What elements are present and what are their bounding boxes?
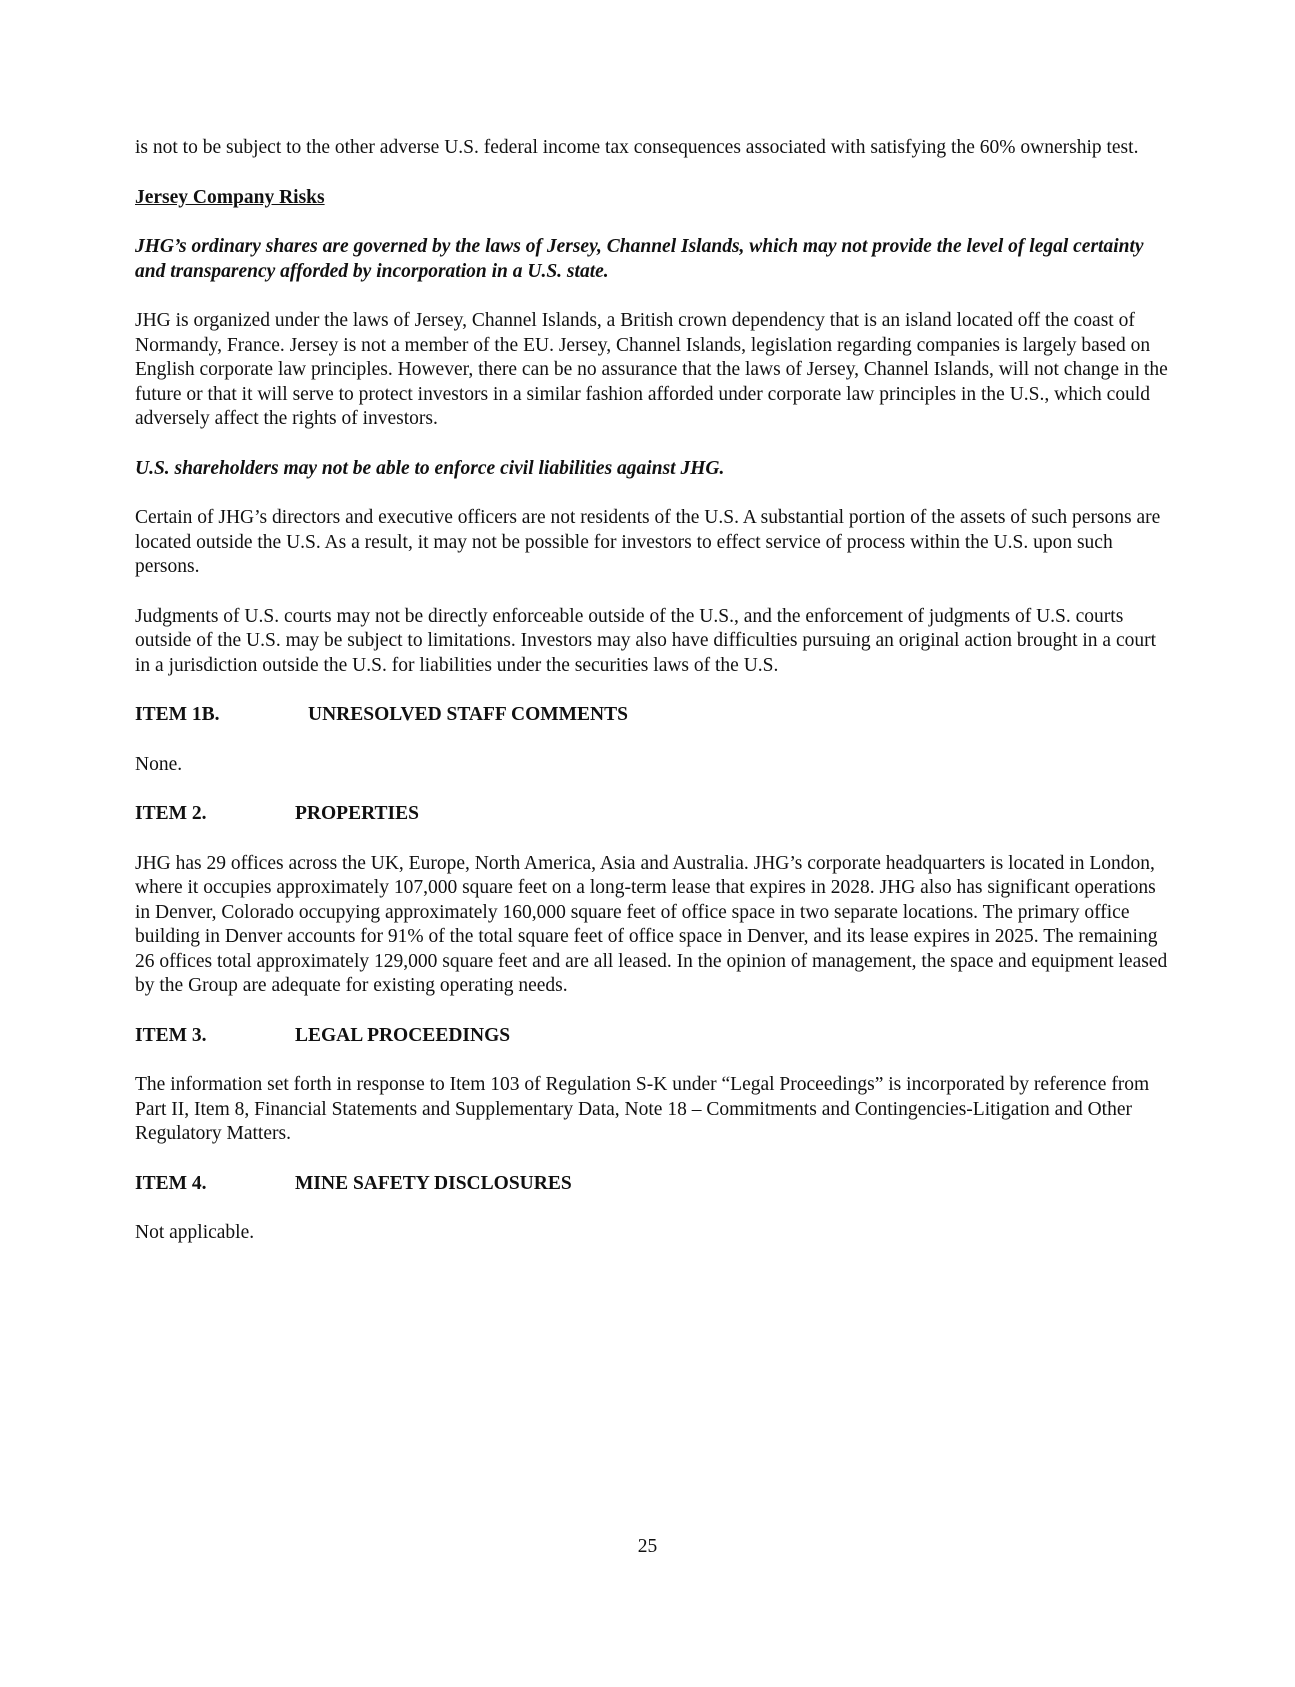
item-2-body: JHG has 29 offices across the UK, Europe, North America, Asia and Australia. JHG’s corporate headquarters is located in London, where it occupies approximately 107,000 square feet on a long-term lease that expires in 2028. JHG also has significant operations in Denver, Colorado occupying approximately 160,000 square feet of office space in two separate locations. The primary office building in Denver accounts for 91% of the total square feet of office space in Denver, and its lease expires in 2025. The remaining 26 offices total approximately 129,000 square feet and are all leased. In the opinion of management, the space and equipment leased by the Group are adequate for existing operating needs. [135, 852, 1168, 996]
continuation-paragraph: is not to be subject to the other adverse U.S. federal income tax consequences associated with satisfying the 60% ownership test. [135, 137, 1139, 158]
item-number: ITEM 1B. [135, 704, 220, 725]
item-1b-body: None. [135, 753, 183, 775]
item-1b-heading [135, 703, 1175, 728]
document-page [135, 136, 1175, 1246]
risk-heading-civil-liabilities: U.S. shareholders may not be able to enforce civil liabilities against JHG. [135, 457, 725, 479]
item-title: UNRESOLVED STAFF COMMENTS [308, 704, 628, 725]
item-title: MINE SAFETY DISCLOSURES [295, 1172, 572, 1194]
item-4-heading [135, 1172, 1175, 1197]
risk-heading-jersey-law: JHG’s ordinary shares are governed by the laws of Jersey, Channel Islands, which may not provide the level of legal certainty and transparency afforded by incorporation in a U.S. state. [135, 236, 1144, 282]
item-number: ITEM 3. [135, 1024, 207, 1046]
item-title: LEGAL PROCEEDINGS [295, 1024, 511, 1046]
item-2-heading [135, 802, 1175, 827]
item-number: ITEM 4. [135, 1172, 207, 1194]
risk-body-civil-liabilities-2: Judgments of U.S. courts may not be directly enforceable outside of the U.S., and the enforcement of judgments of U.S. courts outside of the U.S. may be subject to limitations. Investors may also have difficulties pursuing an original action brought in a court in a jurisdiction outside the U.S. for liabilities under the securities laws of the U.S. [135, 605, 1157, 676]
section-title: Jersey Company Risks [135, 186, 325, 208]
risk-body-civil-liabilities-1: Certain of JHG’s directors and executive officers are not residents of the U.S. A substantial portion of the assets of such persons are located outside the U.S. As a result, it may not be possible for investors to effect service of process within the U.S. upon such persons. [135, 507, 1161, 577]
item-3-body: The information set forth in response to Item 103 of Regulation S-K under “Legal Proceedings” is incorporated by reference from Part II, Item 8, Financial Statements and Supplementary Data, Note 18 – Commitments and Contingencies-Litigation and Other Regulatory Matters. [135, 1074, 1150, 1144]
page-number: 25 [637, 1536, 658, 1557]
item-3-heading [135, 1024, 1175, 1049]
item-4-body: Not applicable. [135, 1222, 255, 1243]
item-title: PROPERTIES [295, 803, 419, 824]
risk-body-jersey-law: JHG is organized under the laws of Jersey, Channel Islands, a British crown dependency that is an island located off the coast of Normandy, France. Jersey is not a member of the EU. Jersey, Channel Islands, legislation regarding companies is largely based on English corporate law principles. However, there can be no assurance that the laws of Jersey, Channel Islands, will not change in the future or that it will serve to protect investors in a similar fashion afforded under corporate law principles in the U.S., which could adversely affect the rights of investors. [135, 310, 1168, 429]
item-number: ITEM 2. [135, 803, 207, 824]
